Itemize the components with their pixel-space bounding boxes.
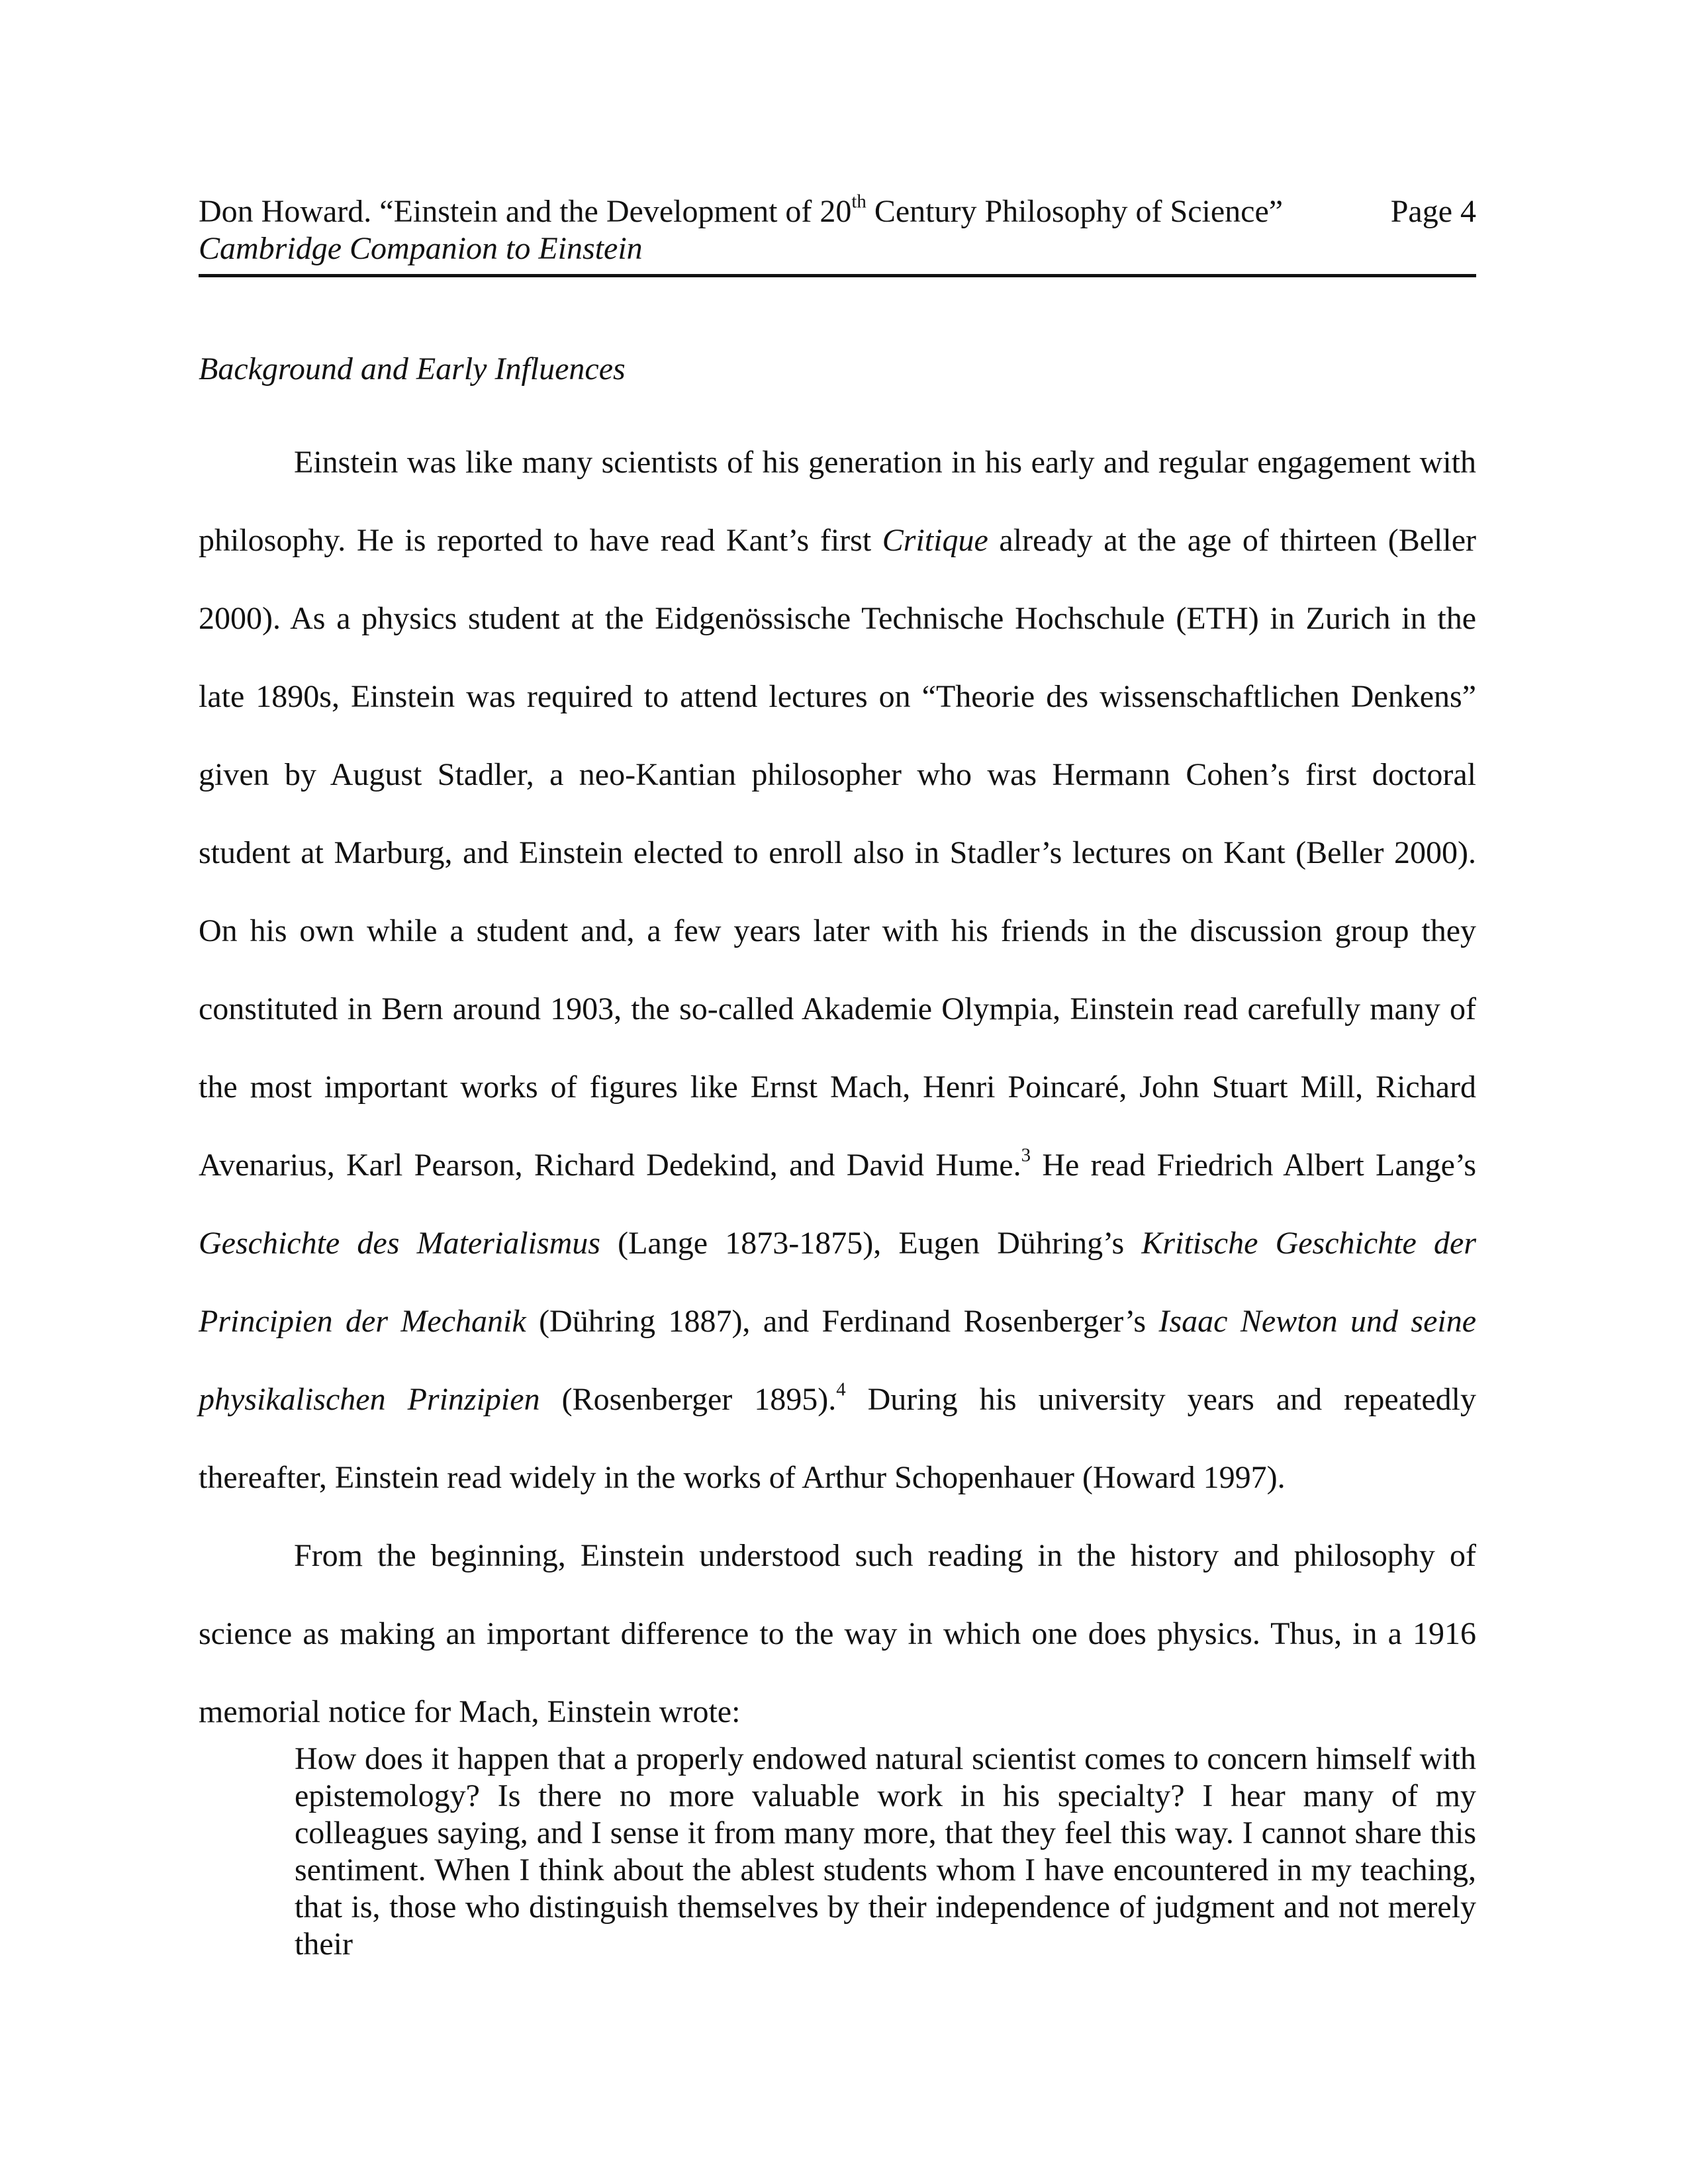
header-rule xyxy=(199,274,1476,277)
paragraph-1-text-a: Einstein was like many scientists of his generation in his early and regular engagement with philosophy. He is reported to have read Kant’s first xyxy=(199,445,1476,558)
title-isaac-newton: Isaac Newton und seine physikalischen Prinzipien xyxy=(199,1304,1477,1417)
block-quote xyxy=(295,1741,1476,1963)
footnote-marker-4: 4 xyxy=(836,1379,846,1400)
block-quote-text: How does it happen that a properly endowed natural scientist comes to concern himself with epistemology? Is there no more valuable work in his specialty? I hear many of my colleagues saying, and I sense it from many more, that they feel this way. I cannot share this sentiment. When I think about the ablest students whom I have encountered in my teaching, that is, those who distinguish themselves by their independence of judgment and not merely their xyxy=(295,1741,1476,1962)
header-book-title: Cambridge Companion to Einstein xyxy=(199,231,643,266)
page-number: Page 4 xyxy=(1390,194,1476,229)
header-title-part1: Don Howard. “Einstein and the Development of 20 xyxy=(199,194,852,229)
header-citation-line xyxy=(199,193,1476,230)
header-title-part2: Century Philosophy of Science” xyxy=(866,194,1284,229)
footnote-marker-3: 3 xyxy=(1021,1144,1031,1166)
paragraph-1-text-g: During his university years and repeatedly thereafter, Einstein read widely in the works of Arthur Schopenhauer (Howard 1997). xyxy=(199,1382,1476,1495)
paragraph-2: From the beginning, Einstein understood such reading in the history and philosophy of science as making an important difference to the way in which one does physics. Thus, in a 1916 memorial notice for Mach, Einstein wrote: xyxy=(199,1538,1476,1729)
title-geschichte-des-materialismus: Geschichte des Materialismus xyxy=(199,1226,600,1261)
paragraph-1-text-f: (Rosenberger 1895). xyxy=(539,1382,837,1417)
title-kritische-geschichte: Kritische Geschichte der Principien der Mechanik xyxy=(199,1226,1476,1339)
paragraph-1 xyxy=(199,424,1476,1517)
paragraph-1-text-b: already at the age of thirteen (Beller 2000). As a physics student at the Eidgenössische Technische Hochschule (ETH) in Zurich in the late 1890s, Einstein was required to attend lectures on “Theorie des wissenschaftlichen Denkens” given by August Stadler, a neo-Kantian philosopher who was Hermann Cohen’s first doctoral student at Marburg, and Einstein elected to enroll also in Stadler’s lectures on Kant (Beller 2000). On his own while a student and, a few years later with his friends in the discussion group they constituted in Bern around 1903, the so-called Akademie Olympia, Einstein read carefully many of the most important works of figures like Ernst Mach, Henri Poincaré, John Stuart Mill, Richard Avenarius, Karl Pearson, Richard Dedekind, and David Hume. xyxy=(199,523,1476,1183)
running-header xyxy=(199,193,1476,277)
header-article-title xyxy=(199,193,1283,230)
title-critique: Critique xyxy=(882,523,988,558)
paragraph-1-text-d: (Lange 1873-1875), Eugen Dühring’s xyxy=(600,1226,1142,1261)
header-title-superscript: th xyxy=(851,191,867,212)
body-text xyxy=(199,424,1476,1751)
paragraph-1-text-c: He read Friedrich Albert Lange’s xyxy=(1031,1148,1476,1183)
paragraph-1-text-e: (Dühring 1887), and Ferdinand Rosenberger’s xyxy=(526,1304,1159,1339)
section-heading: Background and Early Influences xyxy=(199,351,626,387)
